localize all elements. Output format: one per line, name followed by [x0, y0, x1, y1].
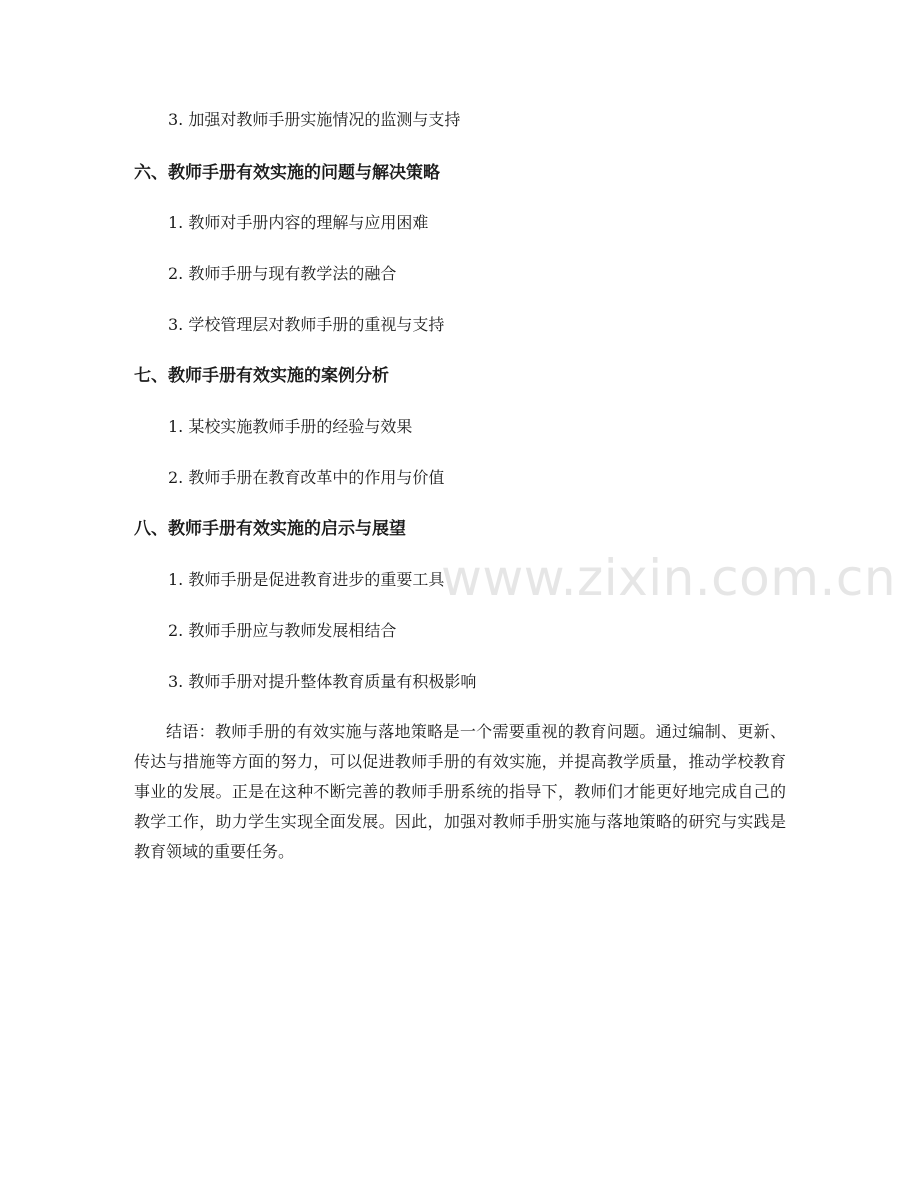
watermark: www.zixin.com.cn [441, 549, 897, 607]
section-heading-8: 八、教师手册有效实施的启示与展望 [134, 519, 406, 539]
list-item: 2. 教师手册在教育改革中的作用与价值 [168, 468, 445, 487]
section-heading-6: 六、教师手册有效实施的问题与解决策略 [134, 163, 440, 183]
list-item: 1. 某校实施教师手册的经验与效果 [168, 417, 413, 436]
conclusion-paragraph: 结语：教师手册的有效实施与落地策略是一个需要重视的教育问题。通过编制、更新、传达与措施等方面的努力，可以促进教师手册的有效实施，并提高教学质量，推动学校教育事业的发展。正是在这种不断完善的教师手册系统的指导下，教师们才能更好地完成自己的教学工作，助力学生实现全面发展。因此，加强对教师手册实施与落地策略的研究与实践是教育领域的重要任务。 [134, 722, 786, 861]
section-heading-7: 七、教师手册有效实施的案例分析 [134, 366, 389, 386]
list-item: 3. 加强对教师手册实施情况的监测与支持 [168, 110, 461, 129]
list-item: 1. 教师手册是促进教育进步的重要工具 [168, 570, 445, 589]
list-item: 3. 教师手册对提升整体教育质量有积极影响 [168, 672, 477, 691]
list-item: 1. 教师对手册内容的理解与应用困难 [168, 213, 429, 232]
list-item: 2. 教师手册与现有教学法的融合 [168, 264, 397, 283]
list-item: 2. 教师手册应与教师发展相结合 [168, 621, 397, 640]
list-item: 3. 学校管理层对教师手册的重视与支持 [168, 315, 445, 334]
